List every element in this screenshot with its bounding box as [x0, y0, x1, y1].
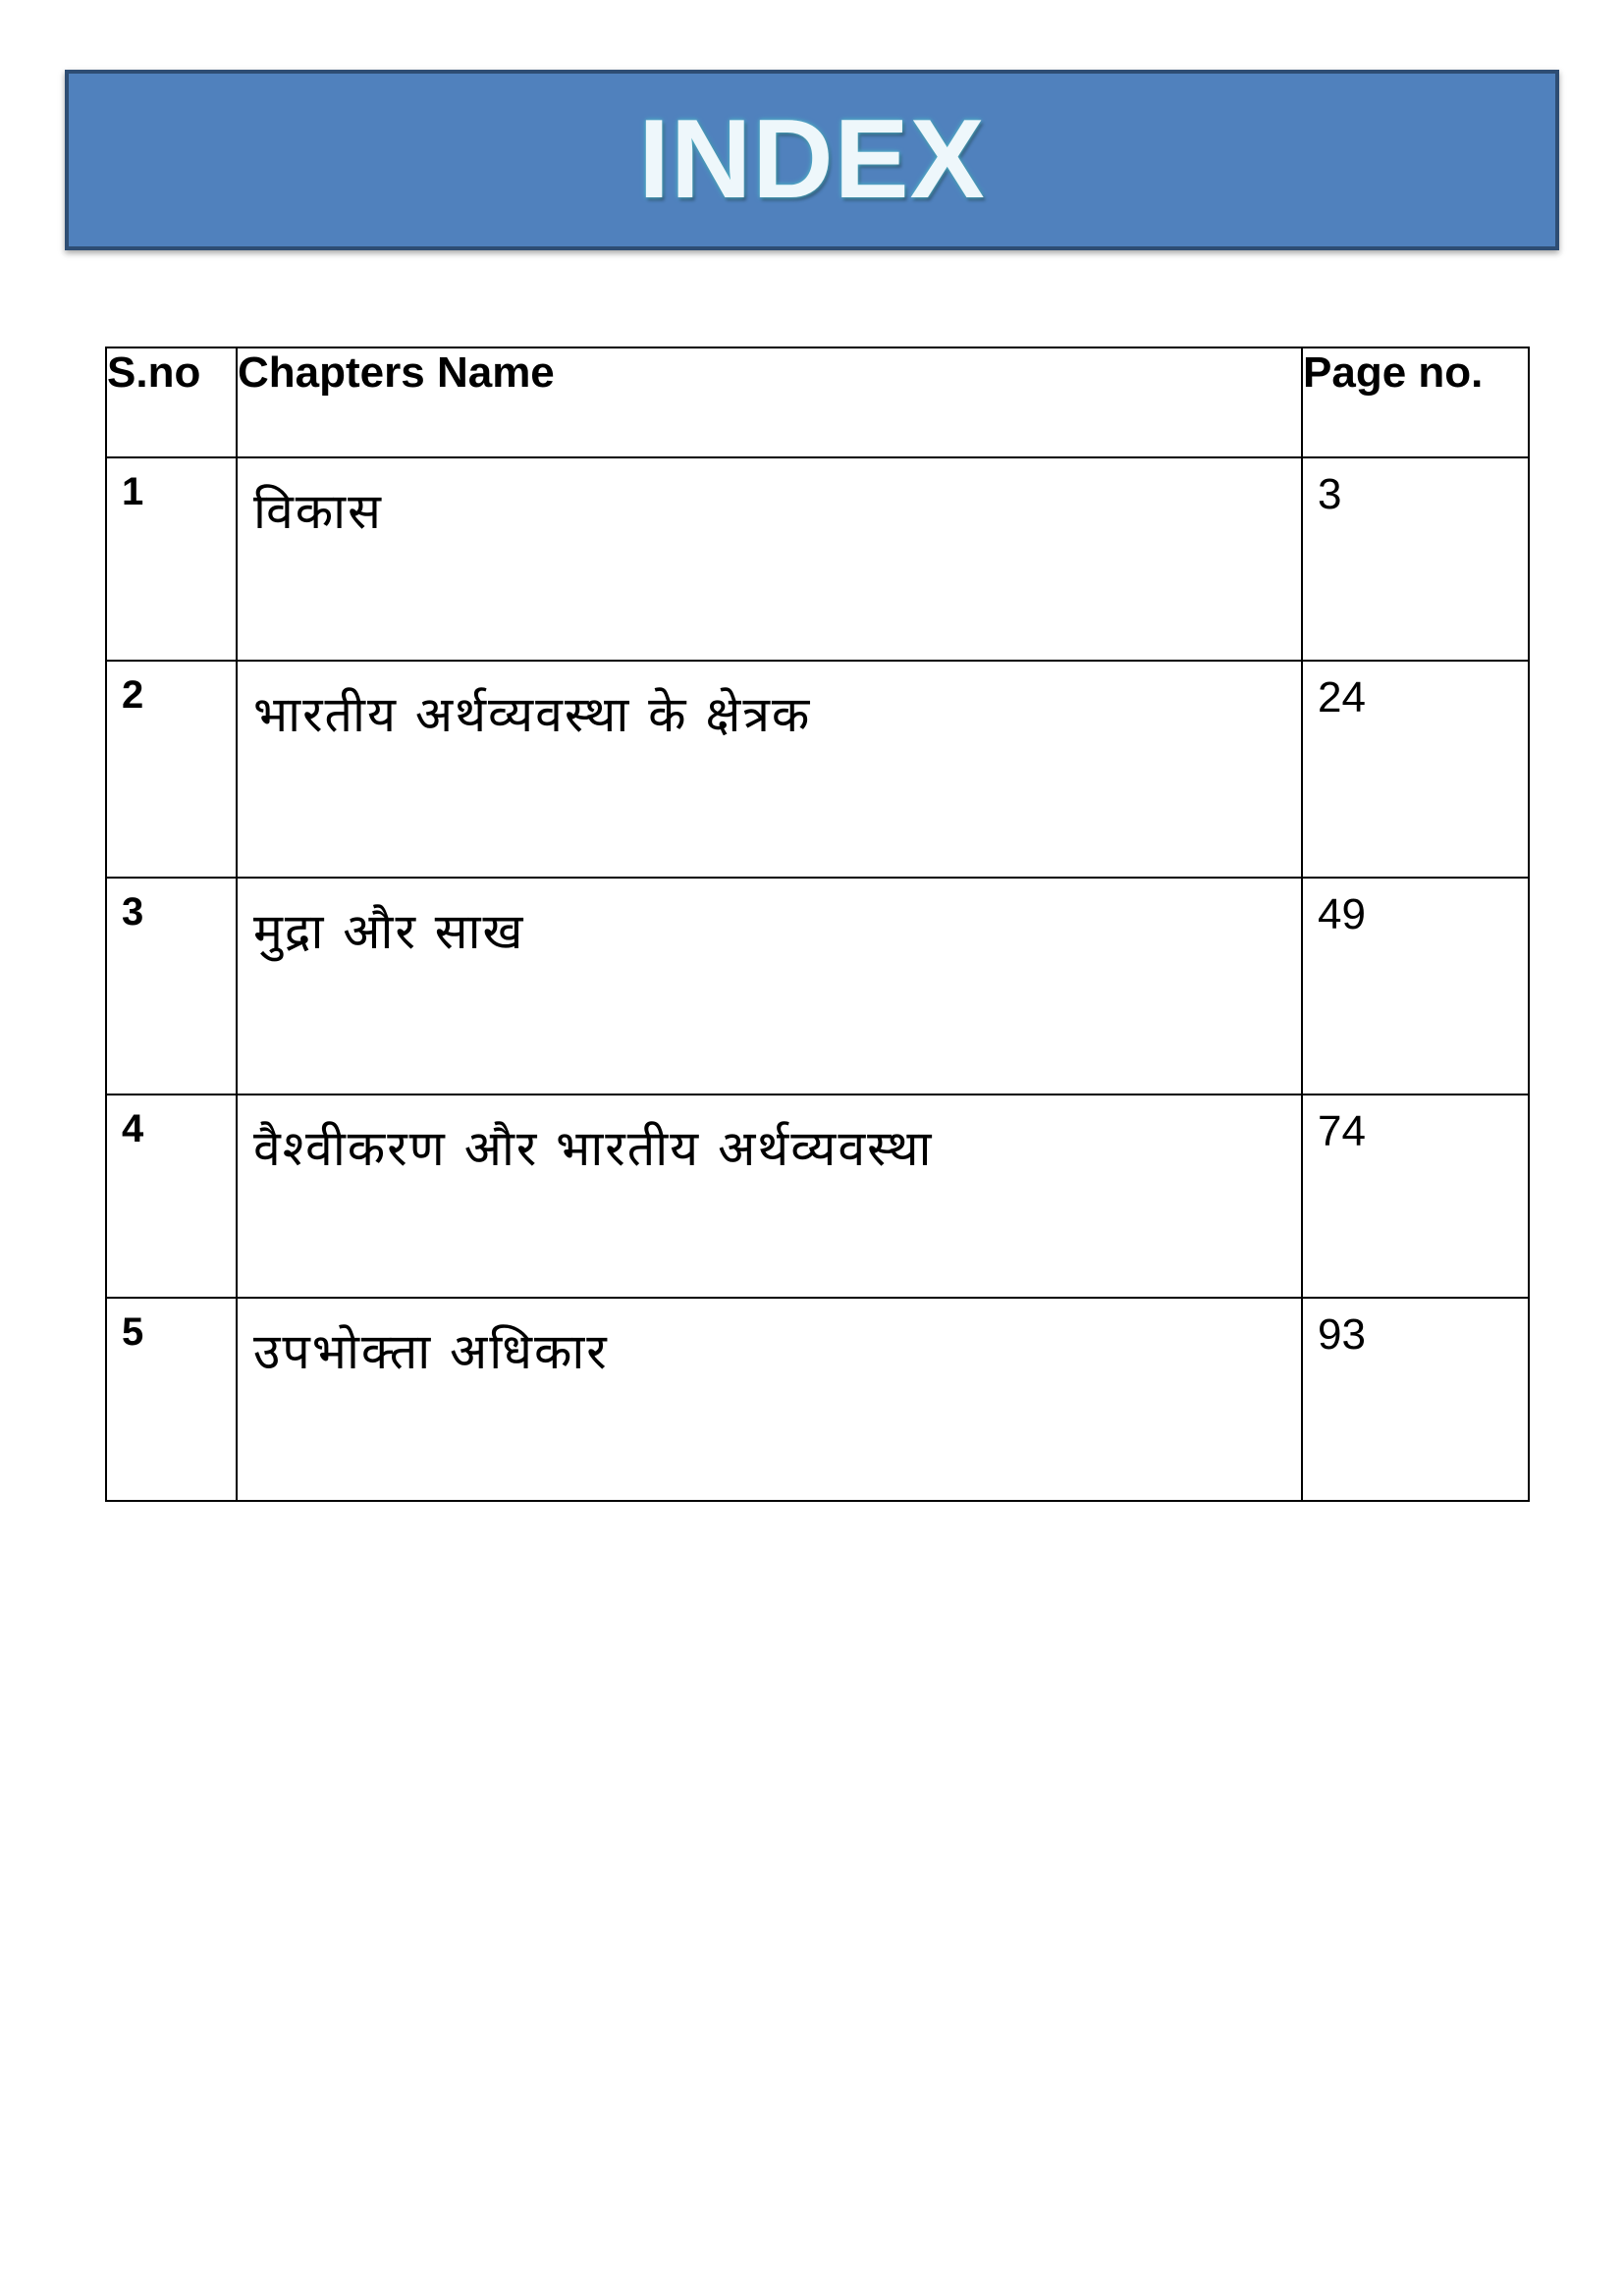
- table-row: [106, 1298, 1529, 1501]
- row-page-no: 93: [1302, 1298, 1529, 1501]
- row-chapter-name: मुद्रा और साख: [237, 878, 1302, 1095]
- row-page-no: 49: [1302, 878, 1529, 1095]
- row-sno: 5: [106, 1298, 237, 1501]
- chapter-index-table: [105, 347, 1530, 1502]
- row-sno: 3: [106, 878, 237, 1095]
- row-page-no: 74: [1302, 1095, 1529, 1298]
- row-sno: 4: [106, 1095, 237, 1298]
- table-row: [106, 878, 1529, 1095]
- column-header-sno: S.no: [106, 347, 237, 457]
- row-chapter-name: विकास: [237, 457, 1302, 661]
- row-sno: 2: [106, 661, 237, 878]
- row-chapter-name: भारतीय अर्थव्यवस्था के क्षेत्रक: [237, 661, 1302, 878]
- row-sno: 1: [106, 457, 237, 661]
- table-row: [106, 457, 1529, 661]
- row-page-no: 24: [1302, 661, 1529, 878]
- table-header-row: [106, 347, 1529, 457]
- column-header-chapters-name: Chapters Name: [237, 347, 1302, 457]
- row-page-no: 3: [1302, 457, 1529, 661]
- column-header-page-no: Page no.: [1302, 347, 1529, 457]
- table-row: [106, 1095, 1529, 1298]
- table-row: [106, 661, 1529, 878]
- index-banner: [65, 70, 1559, 250]
- row-chapter-name: उपभोक्ता अधिकार: [237, 1298, 1302, 1501]
- page-title: INDEX: [638, 97, 986, 222]
- row-chapter-name: वैश्वीकरण और भारतीय अर्थव्यवस्था: [237, 1095, 1302, 1298]
